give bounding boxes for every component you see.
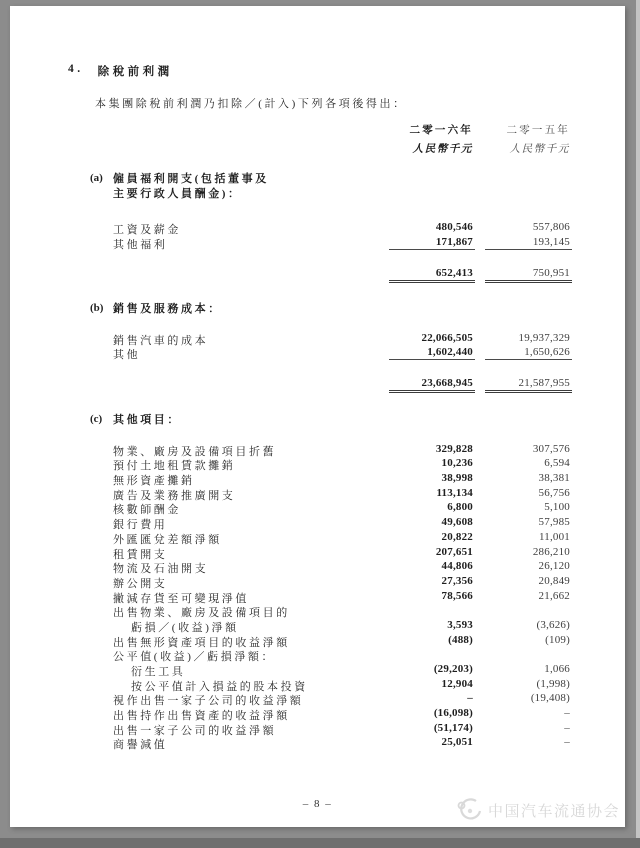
row-label: 商譽減值 [113,739,168,752]
total-value-2016: 652,413 [389,267,475,283]
document-page [10,6,625,827]
column-header-2016-unit: 人民幣千元 [412,144,473,155]
table-row [90,648,572,663]
value-2016: 12,904 [441,677,473,690]
value-2016: 113,134 [436,486,473,499]
subsection-rows [90,332,572,361]
section-number: 4. [68,63,84,75]
row-label: 物流及石油開支 [113,563,209,576]
table-row [90,472,572,487]
value-2015: 57,985 [538,516,570,529]
section-heading [68,63,173,79]
row-label: 出售持作出售資產的收益淨額 [113,710,290,723]
subsection-header [90,413,572,428]
value-2015: 6,594 [544,457,570,470]
value-2016: 480,546 [435,221,473,234]
subsection-title [113,172,572,201]
page-number: – 8 – [302,798,333,810]
value-2015: 1,650,626 [485,346,572,360]
row-label: 租賃開支 [113,548,168,561]
row-label: 核數師酬金 [113,504,181,517]
subsection-title [113,302,572,317]
subsection-title [113,413,572,428]
row-label: 銀行費用 [113,519,168,532]
table-row [90,736,572,751]
value-2016: (51,174) [433,721,473,734]
table-row [90,531,572,546]
subsection-header [90,172,572,201]
column-header-unit-row [90,137,572,156]
table-row [90,707,572,722]
table-row [90,692,572,707]
table-row [90,634,572,649]
subsection-rows [90,221,572,250]
column-header-2016-year: 二零一六年 [409,125,473,136]
value-2016: (29,203) [433,663,473,676]
subsection-marker: (c) [90,413,103,425]
table-row [90,722,572,737]
table-row [90,678,572,693]
value-2016: 78,566 [441,589,473,602]
table-row [90,487,572,502]
row-label: 其他 [113,349,141,362]
row-label: 虧損／(收益)淨額 [131,621,239,634]
row-label: 預付土地租賃款攤銷 [113,460,236,473]
column-header-2015-year: 二零一五年 [506,125,570,136]
row-label: 出售無形資產項目的收益淨額 [113,636,290,649]
value-2016: 38,998 [441,472,473,485]
row-label: 辦公開支 [113,577,168,590]
table-row [90,560,572,575]
value-2016: 3,593 [447,618,473,631]
table-row [90,457,572,472]
value-2016: 44,806 [441,560,473,573]
table-row [90,346,572,361]
table-row [90,546,572,561]
column-header-2015-unit: 人民幣千元 [509,144,570,155]
table-row [90,221,572,236]
subsection-marker: (a) [90,172,103,184]
intro-text: 本集團除稅前利潤乃扣除／(計入)下列各項後得出： [95,98,407,110]
frame-right-edge [636,0,640,848]
row-label: 銷售汽車的成本 [113,334,209,347]
subsection-title-line: 銷售及服務成本： [113,303,222,315]
value-2015: 11,001 [538,530,570,543]
row-label: 出售一家子公司的收益淨額 [113,724,277,737]
frame-bottom-edge [0,838,640,848]
row-label: 視作出售一家子公司的收益淨額 [113,695,304,708]
value-2016: 49,608 [441,516,473,529]
row-label: 無形資產攤銷 [113,475,195,488]
value-2015: 38,381 [538,472,570,485]
table-row [90,604,572,619]
value-2015: 286,210 [532,545,570,558]
row-label: 廣告及業務推廣開支 [113,489,236,502]
row-label: 外匯匯兌差額淨額 [113,533,222,546]
total-row [90,377,572,393]
value-2015: (3,626) [536,618,570,631]
row-label: 按公平值計入損益的股本投資 [131,680,308,693]
value-2015: 19,937,329 [518,331,570,344]
value-2016: 25,051 [441,736,473,749]
subsection-title-line: 其他項目： [113,414,181,426]
table-row [90,332,572,347]
table-row [90,516,572,531]
subsection-header [90,302,572,317]
total-row [90,267,572,283]
row-label: 工資及薪金 [113,224,181,237]
row-label: 衍生工具 [131,666,186,679]
watermark [456,798,620,822]
value-2015: 26,120 [538,560,570,573]
value-2015: (19,408) [530,692,570,705]
value-2015: 20,849 [538,574,570,587]
row-label: 其他福利 [113,239,168,252]
table-row [90,236,572,251]
value-2016: 6,800 [447,501,473,514]
subsection-marker: (b) [90,302,104,314]
value-2015: – [564,736,570,749]
total-label [90,377,389,393]
table-row [90,443,572,458]
row-label: 出售物業、廠房及設備項目的 [113,607,290,620]
table-row [90,590,572,605]
value-2015: 21,662 [538,589,570,602]
value-2016: (488) [448,633,473,646]
total-value-2015: 750,951 [485,267,572,283]
row-label: 撇減存貨至可變現淨值 [113,592,249,605]
value-2015: 193,145 [485,236,572,250]
value-2016: 207,651 [435,545,473,558]
subsection-c [90,413,572,751]
total-value-2016: 23,668,945 [389,377,475,393]
total-value-2015: 21,587,955 [485,377,572,393]
value-2015: 56,756 [538,486,570,499]
value-2015: – [564,721,570,734]
subsection-rows [90,443,572,751]
value-2016: 329,828 [435,442,473,455]
value-2016: 22,066,505 [421,331,473,344]
value-2016: (16,098) [433,707,473,720]
value-2015: (1,998) [536,677,570,690]
value-2016: 20,822 [441,530,473,543]
value-2016: 171,867 [389,236,475,250]
value-2015: (109) [545,633,570,646]
value-2015: – [564,707,570,720]
column-headers [90,118,572,156]
row-label: 物業、廠房及設備項目折舊 [113,445,277,458]
table-row [90,663,572,678]
table-row [90,619,572,634]
value-2016: 1,602,440 [389,346,475,360]
subsection-title-line: 僱員福利開支(包括董事及 [113,173,269,185]
column-header-year-row [90,118,572,137]
subsection-b [90,302,572,393]
table-row [90,575,572,590]
subsection-a [90,172,572,283]
total-label [90,267,389,283]
row-label: 公平值(收益)／虧損淨額： [113,651,276,664]
value-2016: 27,356 [441,574,473,587]
value-2015: 5,100 [544,501,570,514]
value-2016: 10,236 [441,457,473,470]
value-2016: – [467,692,473,705]
value-2015: 1,066 [544,663,570,676]
subsection-title-line: 主要行政人員酬金)： [113,187,242,200]
table-row [90,501,572,516]
value-2015: 557,806 [532,221,570,234]
section-title: 除稅前利潤 [97,66,173,78]
watermark-text: 中国汽车流通协会 [487,802,620,820]
cada-logo-icon [456,798,482,822]
value-2015: 307,576 [532,442,570,455]
